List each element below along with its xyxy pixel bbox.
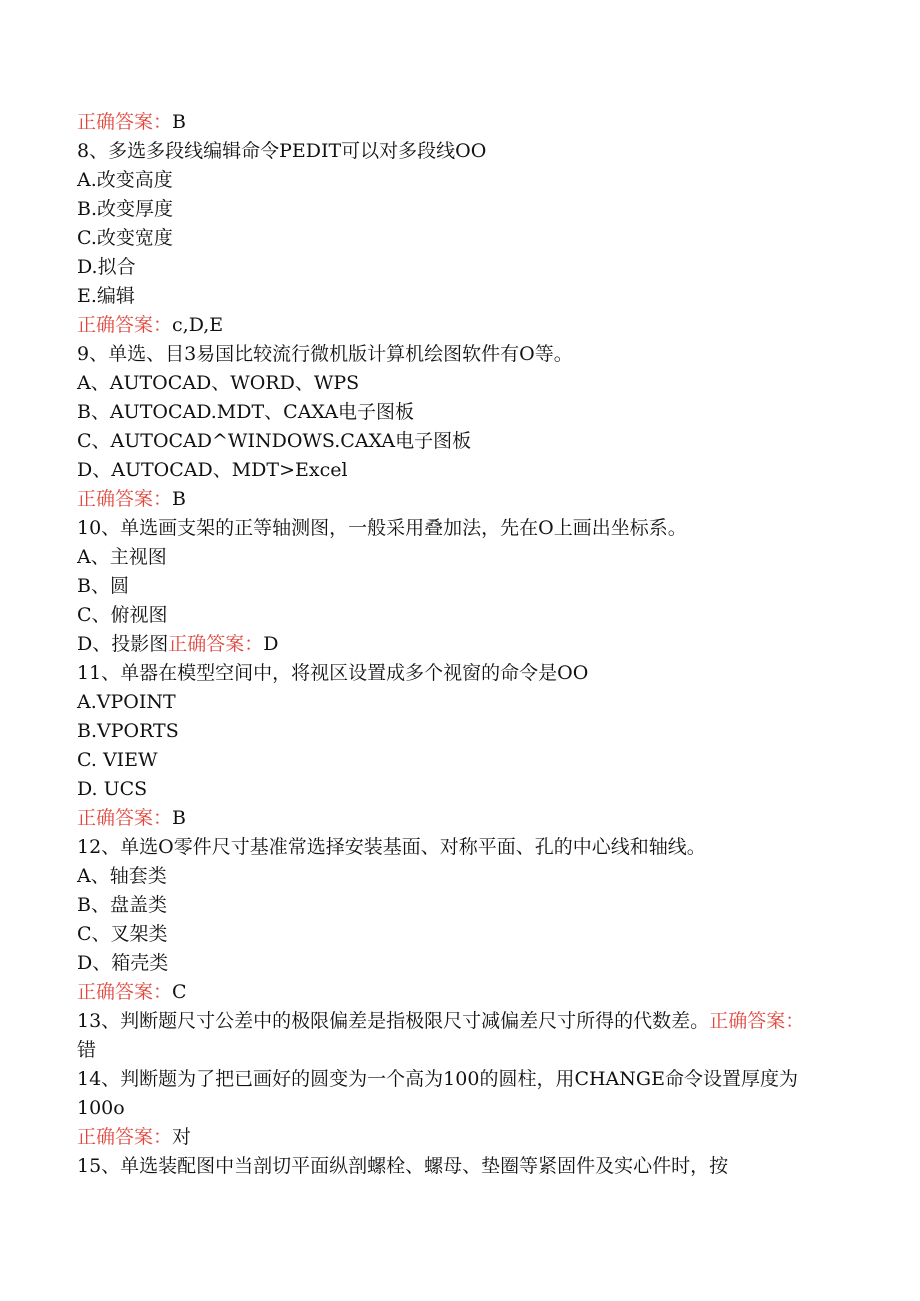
answer-value: B <box>172 807 186 829</box>
answer-label: 正确答案： <box>77 1126 173 1148</box>
answer-value: 对 <box>172 1126 192 1148</box>
document-page <box>77 108 822 1181</box>
option-item: D. UCS <box>77 778 148 800</box>
question-stem: 13、判断题尺寸公差中的极限偏差是指极限尺寸减偏差尺寸所得的代数差。 <box>77 1010 710 1032</box>
answer-label: 正确答案： <box>77 488 173 510</box>
option-item: B.改变厚度 <box>77 198 174 220</box>
answer-label: 正确答案： <box>77 314 173 336</box>
question-stem: 9、单选、目3易国比较流行微机版计算机绘图软件有O等。 <box>77 343 573 365</box>
answer-label: 正确答案： <box>77 981 173 1003</box>
q8-answer-line <box>77 311 822 340</box>
question-stem: 14、判断题为了把已画好的圆变为一个高为100的圆柱，用CHANGE命令设置厚度为100o <box>77 1068 798 1119</box>
option-item: E.编辑 <box>77 285 135 307</box>
option-item: B.VPORTS <box>77 720 179 742</box>
option-item: A.VPOINT <box>77 691 176 713</box>
answer-value: B <box>172 488 186 510</box>
option-item: C、AUTOCAD^WINDOWS.CAXA电子图板 <box>77 430 472 452</box>
answer-value: B <box>172 111 186 133</box>
option-item: B、盘盖类 <box>77 894 167 916</box>
option-item: A、主视图 <box>77 546 167 568</box>
q12-answer-line <box>77 978 822 1007</box>
option-item: A.改变高度 <box>77 169 173 191</box>
answer-value: 错 <box>77 1039 97 1061</box>
option-item: A、轴套类 <box>77 865 167 887</box>
option-item: D、AUTOCAD、MDT>Excel <box>77 459 348 481</box>
option-item: D、箱壳类 <box>77 952 169 974</box>
option-item: C. VIEW <box>77 749 158 771</box>
q13-stem-with-answer <box>77 1007 822 1065</box>
q7-answer-line <box>77 108 822 137</box>
option-item: C、俯视图 <box>77 604 168 626</box>
question-stem: 15、单选装配图中当剖切平面纵剖螺栓、螺母、垫圈等紧固件及实心件时，按 <box>77 1155 729 1177</box>
q14-answer-line <box>77 1123 822 1152</box>
answer-label: 正确答案： <box>168 633 264 655</box>
option-item: B、AUTOCAD.MDT、CAXA电子图板 <box>77 401 414 423</box>
option-item: D.拟合 <box>77 256 136 278</box>
answer-value: C <box>172 981 187 1003</box>
question-stem: 10、单选画支架的正等轴测图，一般采用叠加法，先在O上画出坐标系。 <box>77 517 687 539</box>
option-item: C.改变宽度 <box>77 227 173 249</box>
answer-value: c,D,E <box>172 314 224 336</box>
question-stem: 11、单器在模型空间中，将视区设置成多个视窗的命令是OO <box>77 662 589 684</box>
option-item: A、AUTOCAD、WORD、WPS <box>77 372 360 394</box>
option-item: B、圆 <box>77 575 129 597</box>
question-stem: 8、多选多段线编辑命令PEDIT可以对多段线OO <box>77 140 487 162</box>
answer-label: 正确答案： <box>77 807 173 829</box>
q10-last-option-line <box>77 630 822 659</box>
answer-label: 正确答案： <box>77 111 173 133</box>
option-item: C、叉架类 <box>77 923 168 945</box>
q9-answer-line <box>77 485 822 514</box>
answer-value: D <box>263 633 279 655</box>
q11-answer-line <box>77 804 822 833</box>
question-stem: 12、单选O零件尺寸基准常选择安装基面、对称平面、孔的中心线和轴线。 <box>77 836 706 858</box>
answer-label: 正确答案： <box>709 1010 805 1032</box>
option-item: D、投影图 <box>77 633 169 655</box>
